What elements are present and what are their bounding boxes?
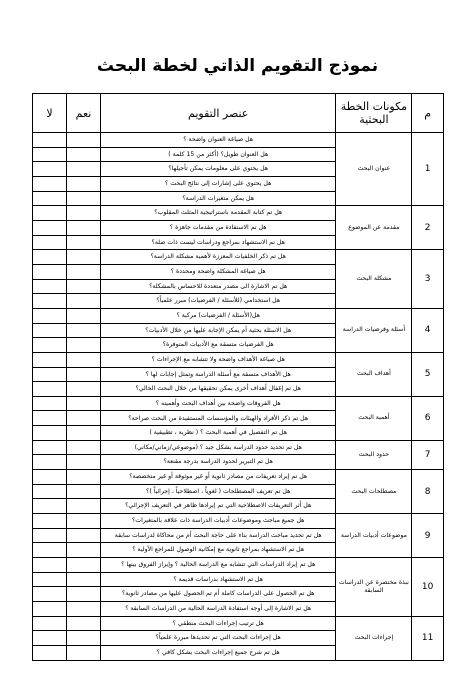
table-row xyxy=(33,352,444,367)
no-cell[interactable] xyxy=(33,616,67,631)
section-number: 6 xyxy=(412,396,444,440)
no-cell[interactable] xyxy=(33,440,67,455)
no-cell[interactable] xyxy=(33,352,67,367)
evaluation-item: هل تم تحديد مباحث الدراسة بناء على حاجة البحث أم من محاكاة لدراسات سابقة xyxy=(100,528,336,543)
no-cell[interactable] xyxy=(33,323,67,338)
table-row xyxy=(33,558,444,573)
evaluation-item: هل يحتوي على إشارات إلى نتائج البحث ؟ xyxy=(100,176,336,191)
no-cell[interactable] xyxy=(33,235,67,250)
no-cell[interactable] xyxy=(33,645,67,660)
evaluation-item: هل تم إيراد الدراسات التي تتشابه مع الدراسة الحالية ؟ وإبراز الفروق بينها ؟ xyxy=(100,558,336,573)
yes-cell[interactable] xyxy=(67,162,101,177)
table-header-row xyxy=(33,94,444,133)
no-cell[interactable] xyxy=(33,499,67,514)
evaluation-item: هل(الأسئلة / الفرضيات) مركبة ؟ xyxy=(100,308,336,323)
no-cell[interactable] xyxy=(33,264,67,279)
yes-cell[interactable] xyxy=(67,279,101,294)
yes-cell[interactable] xyxy=(67,294,101,309)
evaluation-item: هل تم شرح جميع إجراءات البحث بشكل كافي ؟ xyxy=(100,645,336,660)
yes-cell[interactable] xyxy=(67,147,101,162)
no-cell[interactable] xyxy=(33,631,67,646)
yes-cell[interactable] xyxy=(67,440,101,455)
section-component: نبذة مختصرة عن الدراسات السابقة xyxy=(336,558,412,617)
yes-cell[interactable] xyxy=(67,426,101,441)
yes-cell[interactable] xyxy=(67,264,101,279)
evaluation-item: هل تم الحصول على الدراسات كاملة أم تم الحصول عليها من مصادر ثانوية؟ xyxy=(100,587,336,602)
yes-cell[interactable] xyxy=(67,484,101,499)
section-number: 1 xyxy=(412,133,444,206)
no-cell[interactable] xyxy=(33,191,67,206)
yes-cell[interactable] xyxy=(67,338,101,353)
evaluation-item: هل الفرضيات متسقة مع الأدبيات المتوفرة؟ xyxy=(100,338,336,353)
no-cell[interactable] xyxy=(33,396,67,411)
no-cell[interactable] xyxy=(33,206,67,221)
section-number: 11 xyxy=(412,616,444,660)
section-component: عنوان البحث xyxy=(336,133,412,206)
no-cell[interactable] xyxy=(33,455,67,470)
yes-cell[interactable] xyxy=(67,543,101,558)
evaluation-item: هل الفروقات واضحة بين أهداف البحث وأهميته ؟ xyxy=(100,396,336,411)
evaluation-item: هل استخدامي (للأسئلة / الفرضيات) مبرر علمياً؟ xyxy=(100,294,336,309)
no-cell[interactable] xyxy=(33,279,67,294)
header-component: مكونات الخطة البحثية xyxy=(336,94,412,133)
table-row xyxy=(33,440,444,455)
no-cell[interactable] xyxy=(33,308,67,323)
section-number: 10 xyxy=(412,558,444,617)
yes-cell[interactable] xyxy=(67,250,101,265)
yes-cell[interactable] xyxy=(67,499,101,514)
section-component: أهمية البحث xyxy=(336,396,412,440)
no-cell[interactable] xyxy=(33,250,67,265)
yes-cell[interactable] xyxy=(67,367,101,382)
no-cell[interactable] xyxy=(33,338,67,353)
yes-cell[interactable] xyxy=(67,220,101,235)
no-cell[interactable] xyxy=(33,470,67,485)
no-cell[interactable] xyxy=(33,411,67,426)
yes-cell[interactable] xyxy=(67,514,101,529)
table-row xyxy=(33,133,444,148)
evaluation-item: هل تم التبرير لحدود الدراسة بدرجة مقنعة؟ xyxy=(100,455,336,470)
evaluation-item: هل الاسئلة بحثية أم يمكن الإجابة عليها من خلال الأدبيات؟ xyxy=(100,323,336,338)
evaluation-item: هل جميع مباحث وموضوعات أدبيات الدراسة ذات علاقة بالمتغيرات؟ xyxy=(100,514,336,529)
section-component: مقدمة عن الموضوع xyxy=(336,206,412,250)
evaluation-item: هل تم ذكر الخلفيات المعززة لأهمية مشكلة الدراسة؟ xyxy=(100,250,336,265)
table-row xyxy=(33,616,444,631)
evaluation-item: هل تم كتابة المقدمة باستراتيجية المثلث المقلوب؟ xyxy=(100,206,336,221)
section-number: 8 xyxy=(412,470,444,514)
yes-cell[interactable] xyxy=(67,631,101,646)
section-component: مشكلة البحث xyxy=(336,250,412,309)
evaluation-item: هل يحتوي على معلومات يمكن تأجيلها؟ xyxy=(100,162,336,177)
no-cell[interactable] xyxy=(33,514,67,529)
section-component: مصطلحات البحث xyxy=(336,470,412,514)
evaluation-item: هل تم تعريف المصطلحات ( لغوياً ، اصطلاحياً ، إجرائياً )؟ xyxy=(100,484,336,499)
header-yes: نعم xyxy=(67,94,101,133)
section-number: 7 xyxy=(412,440,444,469)
evaluation-item: هل تم الاستشهاد بدراسات قديمة ؟ xyxy=(100,572,336,587)
evaluation-item: هل يمكن متغيرات الدراسة؟ xyxy=(100,191,336,206)
table-row xyxy=(33,396,444,411)
evaluation-item: هل تم تحديد حدود الدراسة بشكل جيد ؟ (موضوعي/زماني/مكاني) xyxy=(100,440,336,455)
section-component: أسئلة وفرضيات الدراسة xyxy=(336,308,412,352)
no-cell[interactable] xyxy=(33,528,67,543)
section-number: 5 xyxy=(412,352,444,396)
section-component: إجراءات البحث xyxy=(336,616,412,660)
yes-cell[interactable] xyxy=(67,455,101,470)
no-cell[interactable] xyxy=(33,572,67,587)
section-number: 9 xyxy=(412,514,444,558)
yes-cell[interactable] xyxy=(67,133,101,148)
yes-cell[interactable] xyxy=(67,645,101,660)
yes-cell[interactable] xyxy=(67,528,101,543)
header-element: عنصر التقويم xyxy=(100,94,336,133)
table-row xyxy=(33,514,444,529)
evaluation-item: هل تم إغفال أهداف أخرى يمكن تحقيقها من خلال البحث الحالي؟ xyxy=(100,382,336,397)
yes-cell[interactable] xyxy=(67,616,101,631)
no-cell[interactable] xyxy=(33,587,67,602)
yes-cell[interactable] xyxy=(67,558,101,573)
section-component: موضوعات أدبيات الدراسة xyxy=(336,514,412,558)
evaluation-item: هل ترتيب إجراءات البحث منطقي ؟ xyxy=(100,616,336,631)
yes-cell[interactable] xyxy=(67,470,101,485)
section-component: حدود البحث xyxy=(336,440,412,469)
no-cell[interactable] xyxy=(33,133,67,148)
evaluation-item: هل صياغة العنوان واضحة ؟ xyxy=(100,133,336,148)
header-no: لا xyxy=(33,94,67,133)
yes-cell[interactable] xyxy=(67,396,101,411)
yes-cell[interactable] xyxy=(67,352,101,367)
yes-cell[interactable] xyxy=(67,235,101,250)
yes-cell[interactable] xyxy=(67,323,101,338)
yes-cell[interactable] xyxy=(67,411,101,426)
no-cell[interactable] xyxy=(33,558,67,573)
no-cell[interactable] xyxy=(33,602,67,617)
evaluation-item: هل تم التفصيل في أهمية البحث ؟ ( نظرية ، تطبيقية ) xyxy=(100,426,336,441)
table-body xyxy=(33,133,444,661)
evaluation-item: هل الأهداف متسقة مع أسئلة الدراسة وتمثل إجابات لها ؟ xyxy=(100,367,336,382)
no-cell[interactable] xyxy=(33,176,67,191)
evaluation-item: هل تم إيراد تعريفات من مصادر ثانوية أو غير موثوقة أو غير متخصصة؟ xyxy=(100,470,336,485)
no-cell[interactable] xyxy=(33,147,67,162)
table-row xyxy=(33,250,444,265)
no-cell[interactable] xyxy=(33,294,67,309)
evaluation-item: هل العنوان طويل؟ (أكثر من 15 كلمة ) xyxy=(100,147,336,162)
section-component: أهداف البحث xyxy=(336,352,412,396)
yes-cell[interactable] xyxy=(67,587,101,602)
table-row xyxy=(33,308,444,323)
evaluation-item: هل تم ذكر الأفراد والهيئات والمؤسسات المستفيدة من البحث صراحة؟ xyxy=(100,411,336,426)
no-cell[interactable] xyxy=(33,220,67,235)
yes-cell[interactable] xyxy=(67,206,101,221)
section-number: 2 xyxy=(412,206,444,250)
evaluation-item: هل صياغة الأهداف واضحة ولا تتشابه مع الإجراءات ؟ xyxy=(100,352,336,367)
no-cell[interactable] xyxy=(33,382,67,397)
table-row xyxy=(33,206,444,221)
section-number: 4 xyxy=(412,308,444,352)
evaluation-item: هل تم الاشارة الى مصدر متعددة للاحساس بالمشكلة؟ xyxy=(100,279,336,294)
evaluation-item: هل تم الاستشهاد بمراجع ثانوية مع إمكانية الوصول للمراجع الأولية ؟ xyxy=(100,543,336,558)
evaluation-table xyxy=(32,93,444,661)
evaluation-item: هل تم الاشارة إلى أوجه استفادة الدراسة الحالية من الدراسات السابقة ؟ xyxy=(100,602,336,617)
page-title: نموذج التقويم الذاتي لخطة البحث xyxy=(96,56,379,76)
section-number: 3 xyxy=(412,250,444,309)
yes-cell[interactable] xyxy=(67,308,101,323)
no-cell[interactable] xyxy=(33,484,67,499)
no-cell[interactable] xyxy=(33,426,67,441)
yes-cell[interactable] xyxy=(67,176,101,191)
yes-cell[interactable] xyxy=(67,572,101,587)
evaluation-item: هل أثر التعريفات الاصطلاحية التي تم إيرادها ظاهر في التعريف الإجرائي؟ xyxy=(100,499,336,514)
yes-cell[interactable] xyxy=(67,191,101,206)
evaluation-item: هل تم الاستشهاد بمراجع ودراسات ليست ذات صلة؟ xyxy=(100,235,336,250)
no-cell[interactable] xyxy=(33,367,67,382)
yes-cell[interactable] xyxy=(67,382,101,397)
no-cell[interactable] xyxy=(33,543,67,558)
header-num: م xyxy=(412,94,444,133)
evaluation-item: هل تم الاستفادة من مقدمات جاهزة ؟ xyxy=(100,220,336,235)
table-row xyxy=(33,470,444,485)
evaluation-item: هل صياغة المشكلة واضحة ومحددة ؟ xyxy=(100,264,336,279)
evaluation-item: هل إجراءات البحث التي تم تحديدها مبررة علمياً؟ xyxy=(100,631,336,646)
no-cell[interactable] xyxy=(33,162,67,177)
yes-cell[interactable] xyxy=(67,602,101,617)
